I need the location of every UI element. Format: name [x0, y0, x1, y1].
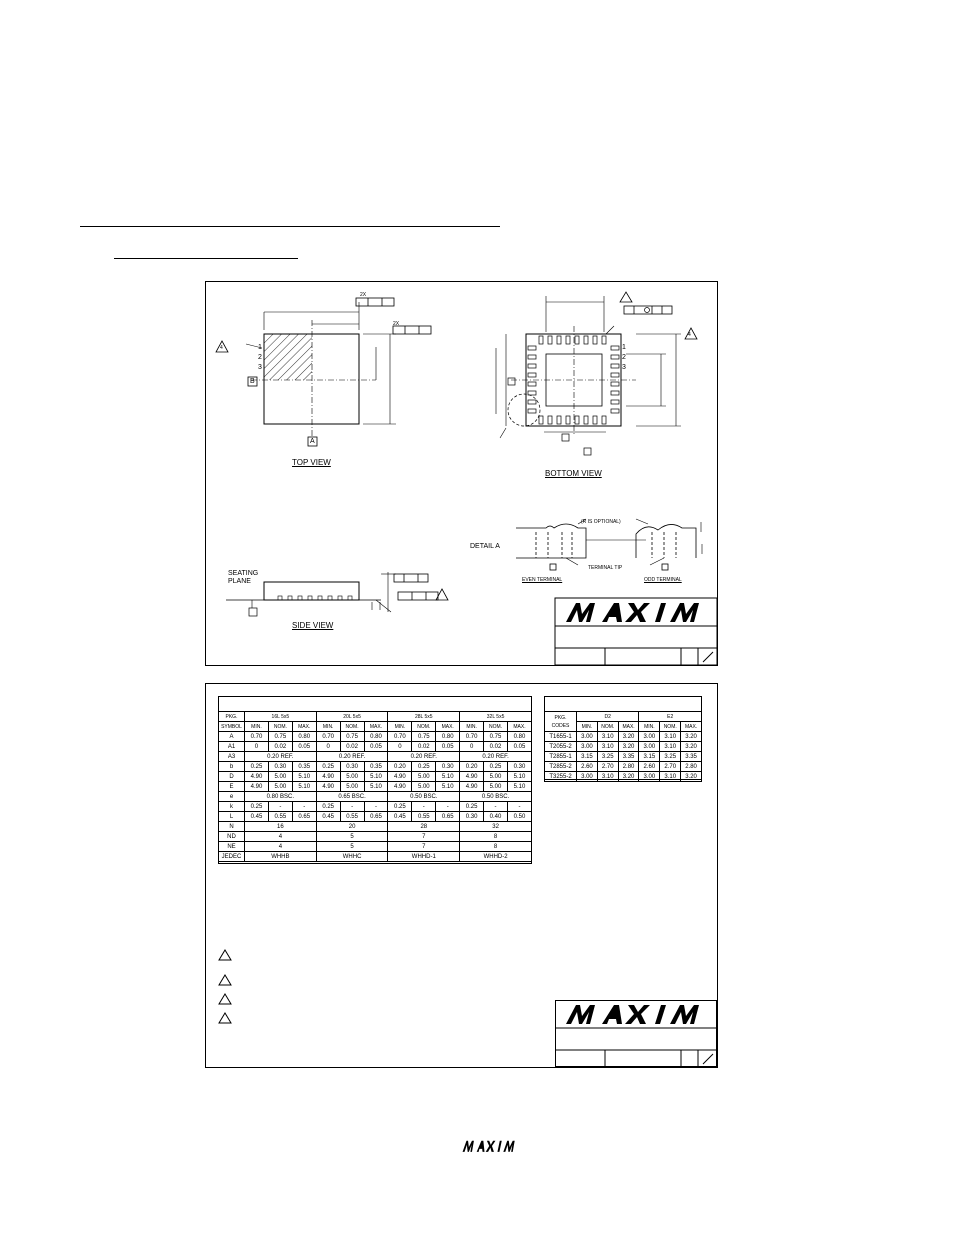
value-cell: WHHD-2 — [460, 852, 532, 862]
table-row — [219, 832, 532, 842]
tol-2x-top: 2X — [360, 292, 367, 298]
value-cell: 5.10 — [292, 782, 316, 792]
table-row — [545, 742, 702, 752]
value-cell: 0.70 — [316, 732, 340, 742]
even-terminal-label: EVEN TERMINAL — [522, 577, 563, 583]
value-cell: 8 — [460, 842, 532, 852]
code-cell: T3255-2 — [545, 772, 577, 782]
note-triangle-icon — [218, 993, 232, 1005]
value-cell: 3.35 — [681, 752, 702, 762]
value-cell: 4.90 — [245, 782, 269, 792]
value-cell: 0.30 — [436, 762, 460, 772]
header-package: 16L 5x5 — [245, 712, 317, 722]
header-package: 28L 5x5 — [388, 712, 460, 722]
header-group: D2 — [577, 712, 639, 722]
value-cell: 0.65 — [436, 812, 460, 822]
value-cell: 0.05 — [436, 742, 460, 752]
value-cell: 3.00 — [639, 772, 660, 782]
table-row — [219, 742, 532, 752]
value-cell: - — [507, 802, 531, 812]
package-codes-table — [544, 711, 702, 782]
value-cell: 32 — [460, 822, 532, 832]
value-cell: 0.20 — [388, 762, 412, 772]
value-cell: 0.40 — [484, 812, 508, 822]
table-row — [219, 802, 532, 812]
value-cell: 3.25 — [660, 752, 681, 762]
value-cell: WHHD-1 — [388, 852, 460, 862]
value-cell: 3.10 — [597, 732, 618, 742]
value-cell: 3.00 — [639, 732, 660, 742]
bottom-pin-number-1: 1 — [622, 344, 626, 351]
value-cell: 3.20 — [681, 772, 702, 782]
value-cell: 2.80 — [618, 762, 639, 772]
value-cell: 3.00 — [577, 742, 598, 752]
value-cell: 5.00 — [412, 782, 436, 792]
header-sub: MIN. — [639, 722, 660, 732]
value-cell: 3.00 — [577, 732, 598, 742]
value-cell: 16 — [245, 822, 317, 832]
datum-b: B — [250, 378, 255, 385]
value-cell: 5.10 — [292, 772, 316, 782]
symbol-cell: A — [219, 732, 245, 742]
value-cell: 4.90 — [388, 772, 412, 782]
value-cell: 0.25 — [245, 762, 269, 772]
value-cell: 3.15 — [577, 752, 598, 762]
value-cell: 0.25 — [484, 762, 508, 772]
value-cell: 0.80 BSC. — [245, 792, 317, 802]
value-cell: 0.70 — [388, 732, 412, 742]
value-cell: 0.30 — [340, 762, 364, 772]
value-cell: 3.10 — [597, 772, 618, 782]
value-cell: 0.50 BSC. — [460, 792, 532, 802]
value-cell: 0 — [460, 742, 484, 752]
header-package: 32L 5x5 — [460, 712, 532, 722]
package-drawing-frame — [205, 281, 718, 666]
value-cell: 5.10 — [507, 772, 531, 782]
pin-number-1: 1 — [258, 344, 262, 351]
title-rule — [80, 226, 500, 227]
value-cell: 0.20 REF. — [245, 752, 317, 762]
value-cell: 0.75 — [484, 732, 508, 742]
value-cell: 0.75 — [340, 732, 364, 742]
symbol-cell: N — [219, 822, 245, 832]
value-cell: 0.70 — [245, 732, 269, 742]
pin-number-2: 2 — [258, 354, 262, 361]
value-cell: 4.90 — [316, 772, 340, 782]
value-cell: 2.60 — [639, 762, 660, 772]
value-cell: 0.70 — [460, 732, 484, 742]
value-cell: 3.20 — [681, 742, 702, 752]
header-pkg-codes — [545, 712, 577, 732]
header-sub: MIN. — [388, 722, 412, 732]
value-cell: 3.35 — [618, 752, 639, 762]
bottom-view-label: BOTTOM VIEW — [545, 469, 602, 478]
table-row — [545, 762, 702, 772]
value-cell: 4 — [245, 832, 317, 842]
header-sub: MIN. — [316, 722, 340, 732]
value-cell: 3.10 — [660, 742, 681, 752]
value-cell: 28 — [388, 822, 460, 832]
side-view — [226, 572, 448, 616]
table-row — [219, 752, 532, 762]
odd-terminal-label: ODD TERMINAL — [644, 577, 682, 583]
value-cell: 0 — [245, 742, 269, 752]
table-row — [219, 852, 532, 862]
value-cell: 0.02 — [484, 742, 508, 752]
value-cell: 5.10 — [507, 782, 531, 792]
symbol-cell: e — [219, 792, 245, 802]
seating-plane-label-2: PLANE — [228, 578, 251, 585]
value-cell: 0.20 REF. — [316, 752, 388, 762]
value-cell: 5 — [316, 832, 388, 842]
header-sub: MIN. — [460, 722, 484, 732]
bottom-pin-number-2: 2 — [622, 354, 626, 361]
value-cell: 4.90 — [388, 782, 412, 792]
value-cell: 3.15 — [639, 752, 660, 762]
value-cell: 0.25 — [460, 802, 484, 812]
table-header-row — [219, 712, 532, 722]
value-cell: 5.10 — [364, 782, 388, 792]
header-sub: MIN. — [577, 722, 598, 732]
header-sub: MAX. — [292, 722, 316, 732]
header-sub: MAX. — [681, 722, 702, 732]
dimension-table-frame — [205, 683, 718, 1068]
symbol-cell: L — [219, 812, 245, 822]
table-row — [219, 772, 532, 782]
value-cell: 3.10 — [660, 732, 681, 742]
value-cell: 4.90 — [460, 772, 484, 782]
codes-header-pkg: PKG. — [554, 714, 567, 721]
detail-a — [516, 519, 702, 570]
value-cell: 0.65 BSC. — [316, 792, 388, 802]
header-sub: NOM. — [340, 722, 364, 732]
table-row — [545, 752, 702, 762]
note-marker-bottom: 4 — [688, 332, 691, 338]
r-optional-label: (R IS OPTIONAL) — [581, 519, 621, 525]
symbol-cell: E — [219, 782, 245, 792]
header-sub: NOM. — [484, 722, 508, 732]
code-cell: T2855-2 — [545, 762, 577, 772]
value-cell: 0.35 — [364, 762, 388, 772]
value-cell: - — [364, 802, 388, 812]
value-cell: 3.10 — [597, 742, 618, 752]
value-cell: 3.00 — [577, 772, 598, 782]
symbol-cell: ND — [219, 832, 245, 842]
codes-header-codes: CODES — [551, 722, 570, 729]
table-row — [219, 762, 532, 772]
value-cell: 0.45 — [388, 812, 412, 822]
subtitle-rule — [114, 258, 298, 259]
value-cell: 3.20 — [618, 742, 639, 752]
header-sub: MAX. — [364, 722, 388, 732]
datum-a: A — [310, 438, 315, 445]
header-group: E2 — [639, 712, 702, 722]
value-cell: 5 — [316, 842, 388, 852]
value-cell: - — [292, 802, 316, 812]
value-cell: 0.80 — [292, 732, 316, 742]
value-cell: 0.80 — [364, 732, 388, 742]
value-cell: - — [484, 802, 508, 812]
value-cell: 3.10 — [660, 772, 681, 782]
value-cell: 5.00 — [484, 782, 508, 792]
side-view-label: SIDE VIEW — [292, 621, 334, 630]
table-row — [219, 822, 532, 832]
value-cell: 4.90 — [316, 782, 340, 792]
note-triangle-icon — [218, 1012, 232, 1024]
value-cell: 0.25 — [388, 802, 412, 812]
header-sub: NOM. — [412, 722, 436, 732]
terminal-tip-label: TERMINAL TIP — [588, 565, 623, 571]
value-cell: 0.30 — [507, 762, 531, 772]
symbol-cell: b — [219, 762, 245, 772]
bottom-pin-number-3: 3 — [622, 364, 626, 371]
value-cell: 4 — [245, 842, 317, 852]
header-pkg: PKG. — [219, 712, 245, 722]
table-row — [219, 732, 532, 742]
value-cell: 0.05 — [507, 742, 531, 752]
maxim-logo — [562, 1002, 710, 1026]
value-cell: 0.05 — [364, 742, 388, 752]
table-row — [219, 782, 532, 792]
value-cell: - — [412, 802, 436, 812]
header-package: 20L 5x5 — [316, 712, 388, 722]
table-row — [219, 842, 532, 852]
value-cell: 5.00 — [340, 782, 364, 792]
value-cell: 0 — [316, 742, 340, 752]
value-cell: 0.25 — [316, 762, 340, 772]
value-cell: 0.65 — [364, 812, 388, 822]
value-cell: 0.02 — [412, 742, 436, 752]
header-sub: NOM. — [597, 722, 618, 732]
value-cell: 0.20 REF. — [460, 752, 532, 762]
value-cell: 5.00 — [268, 772, 292, 782]
tol-2x-right: 2X — [393, 321, 400, 327]
code-cell: T1655-1 — [545, 732, 577, 742]
value-cell: 5.10 — [364, 772, 388, 782]
value-cell: 0.20 — [460, 762, 484, 772]
symbol-cell: A3 — [219, 752, 245, 762]
value-cell: 3.00 — [639, 742, 660, 752]
note-triangle-icon — [218, 974, 232, 986]
value-cell: 2.70 — [597, 762, 618, 772]
symbol-cell: k — [219, 802, 245, 812]
value-cell: 7 — [388, 842, 460, 852]
value-cell: 5.00 — [268, 782, 292, 792]
value-cell: 0.80 — [507, 732, 531, 742]
value-cell: 0.55 — [268, 812, 292, 822]
dimension-table — [218, 711, 532, 862]
top-view-label: TOP VIEW — [292, 458, 331, 467]
header-sub: MIN. — [245, 722, 269, 732]
code-cell: T2055-2 — [545, 742, 577, 752]
value-cell: 4.90 — [245, 772, 269, 782]
header-sub: MAX. — [436, 722, 460, 732]
value-cell: 0.20 REF. — [388, 752, 460, 762]
header-sub: NOM. — [268, 722, 292, 732]
detail-a-label: DETAIL A — [470, 543, 500, 550]
value-cell: - — [268, 802, 292, 812]
footer-maxim-logo — [461, 1139, 519, 1153]
value-cell: 0.50 BSC. — [388, 792, 460, 802]
value-cell: 0.30 — [460, 812, 484, 822]
code-cell: T2855-1 — [545, 752, 577, 762]
value-cell: 0.50 — [507, 812, 531, 822]
value-cell: 2.60 — [577, 762, 598, 772]
value-cell: 0.55 — [412, 812, 436, 822]
value-cell: 0.75 — [268, 732, 292, 742]
value-cell: WHHC — [316, 852, 388, 862]
seating-plane-label-1: SEATING — [228, 570, 259, 577]
header-sub: NOM. — [660, 722, 681, 732]
value-cell: 0.80 — [436, 732, 460, 742]
value-cell: 20 — [316, 822, 388, 832]
symbol-cell: A1 — [219, 742, 245, 752]
table-row — [219, 792, 532, 802]
header-symbol: SYMBOL — [219, 722, 245, 732]
header-sub: MAX. — [507, 722, 531, 732]
note-triangle-icon — [218, 949, 232, 961]
value-cell: 3.25 — [597, 752, 618, 762]
table-subheader-row — [219, 722, 532, 732]
value-cell: 0.25 — [412, 762, 436, 772]
value-cell: 5.00 — [484, 772, 508, 782]
note-marker-top: 4 — [220, 345, 223, 351]
maxim-logo — [562, 600, 710, 624]
value-cell: 0.25 — [316, 802, 340, 812]
codes-header-row — [545, 712, 702, 722]
value-cell: 0 — [388, 742, 412, 752]
value-cell: 0.75 — [412, 732, 436, 742]
table-row — [545, 772, 702, 782]
value-cell: 0.02 — [268, 742, 292, 752]
value-cell: 0.02 — [340, 742, 364, 752]
table-row — [545, 732, 702, 742]
value-cell: 3.20 — [618, 732, 639, 742]
symbol-cell: JEDEC — [219, 852, 245, 862]
value-cell: 4.90 — [460, 782, 484, 792]
value-cell: 3.20 — [681, 732, 702, 742]
value-cell: 0.45 — [245, 812, 269, 822]
value-cell: 0.55 — [340, 812, 364, 822]
value-cell: 8 — [460, 832, 532, 842]
value-cell: 5.00 — [340, 772, 364, 782]
value-cell: 0.30 — [268, 762, 292, 772]
bottom-view — [496, 292, 697, 455]
value-cell: 7 — [388, 832, 460, 842]
value-cell: WHHB — [245, 852, 317, 862]
value-cell: 0.25 — [245, 802, 269, 812]
value-cell: 2.70 — [660, 762, 681, 772]
value-cell: - — [436, 802, 460, 812]
value-cell: - — [340, 802, 364, 812]
value-cell: 0.45 — [316, 812, 340, 822]
symbol-cell: NE — [219, 842, 245, 852]
value-cell: 0.65 — [292, 812, 316, 822]
value-cell: 3.20 — [618, 772, 639, 782]
value-cell: 5.00 — [412, 772, 436, 782]
value-cell: 0.05 — [292, 742, 316, 752]
symbol-cell: D — [219, 772, 245, 782]
table-row — [219, 812, 532, 822]
value-cell: 5.10 — [436, 772, 460, 782]
header-sub: MAX. — [618, 722, 639, 732]
value-cell: 0.35 — [292, 762, 316, 772]
value-cell: 2.80 — [681, 762, 702, 772]
value-cell: 5.10 — [436, 782, 460, 792]
pin-number-3: 3 — [258, 364, 262, 371]
